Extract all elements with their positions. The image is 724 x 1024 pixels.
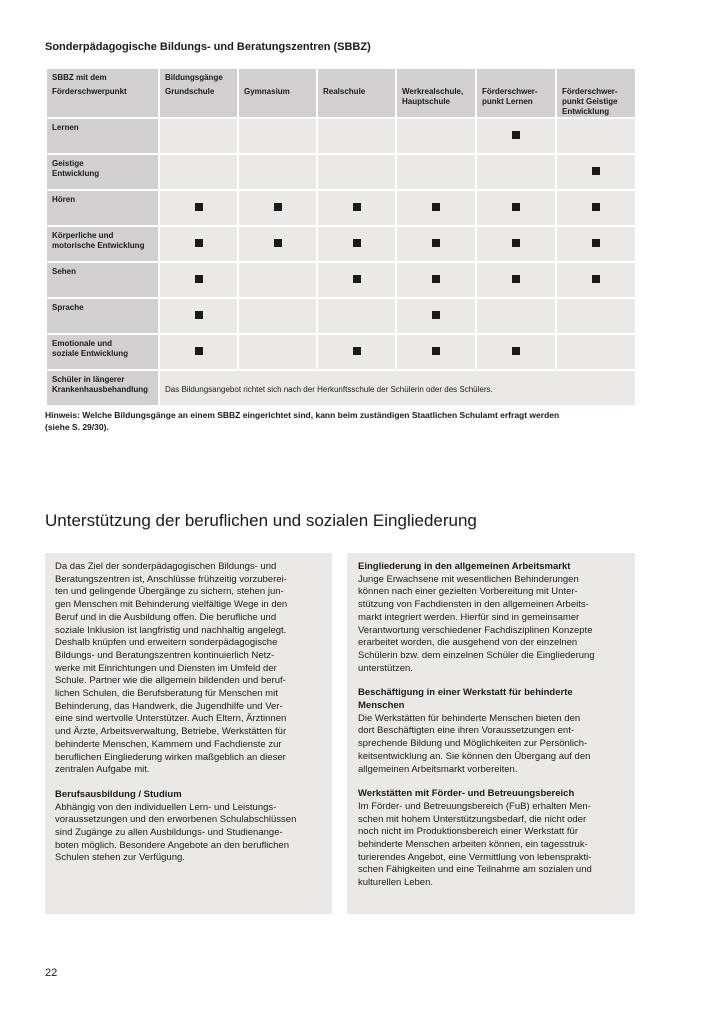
table-row [46,226,636,262]
filled-square-icon [353,275,361,283]
header-cell-0 [159,68,238,118]
row-label [46,298,159,334]
table-cell [476,118,556,154]
row-label [46,226,159,262]
spacer [55,777,322,789]
spacer [482,73,550,87]
header-cell-5 [556,68,636,118]
table-cell [476,190,556,226]
row-label [46,262,159,298]
table-cell [556,262,636,298]
hint-note [45,409,645,433]
row-label-line: Schüler in längerer [52,375,125,384]
text-line: Schülerin bzw. dem einzelnen Schüler die Eingliederung [358,649,595,661]
table-cell [476,334,556,370]
filled-square-icon [592,239,600,247]
text-line: werke mit Einrichtungen und Diensten im Umfeld der [55,662,277,674]
filled-square-icon [512,131,520,139]
table-cell [159,190,238,226]
text-line: markt integriert werden. Hierfür sind in gemeinsamer [358,611,580,623]
text-line: sprechende Bildung und Möglichkeiten zur Persönlich- [358,738,588,750]
filled-square-icon [195,311,203,319]
text-line: Da das Ziel der sonderpädagogischen Bildungs- und [55,561,277,572]
row-label-line: Entwicklung [52,169,100,178]
table-cell [238,226,317,262]
filled-square-icon [195,239,203,247]
text-line: keitsentwicklung an. Sie können den Übergang auf den [358,750,591,762]
row-label-line: Sehen [52,267,77,276]
filled-square-icon [432,275,440,283]
table-cell [317,118,396,154]
table-cell [556,298,636,334]
table-cell [396,298,476,334]
spacer [244,73,311,87]
text-line: schen mit hohem Unterstützungsbedarf, die nicht oder [358,813,587,825]
text-line: zentralen Aufgabe mit. [55,764,150,776]
text-line: Die Werkstätten für behinderte Menschen bieten den [358,712,581,724]
text-line: eine sind wertvolle Unterstützer. Auch Eltern, Ärztinnen [55,713,287,725]
row-label-line: Krankenhausbehandlung [52,385,149,394]
table-row-krankenhaus [46,370,636,406]
text-line: Im Förder- und Betreuungsbereich (FuB) erhalten Men- [358,800,591,812]
table-cell [317,334,396,370]
header-cell-4 [476,68,556,118]
subheading [358,561,625,574]
filled-square-icon [195,275,203,283]
column-header-line: Hauptschule [402,97,451,106]
paragraph [358,713,625,777]
group-label: Bildungsgänge [165,73,223,82]
text-line: Abhängig von den individuellen Lern- und Leistungs- [55,801,277,813]
table-row [46,118,636,154]
table-cell [396,334,476,370]
column-header-line: punkt Lernen [482,97,533,106]
text-line: schen Fähigkeiten und eine Teilnahme am sozialen und [358,864,592,876]
column-header-line: Entwicklung [562,107,610,116]
header-cell-1 [238,68,317,118]
filled-square-icon [512,275,520,283]
filled-square-icon [432,347,440,355]
text-line: Schulen stehen zur Verfügung. [55,852,185,864]
text-line: dort Beschäftigten eine ihren Voraussetzungen ent- [358,725,575,737]
filled-square-icon [512,239,520,247]
text-line: und Ärzte, Arbeitsverwaltung, Betriebe, Werkstätten für [55,726,287,738]
column-header-line: Grundschule [165,87,215,96]
text-line: Verantwortung verschiedener Fachdisziplinen Konzepte [358,624,593,636]
row-label-line: Emotionale und [52,339,112,348]
header-cell-förderschwerpunkt [46,68,159,118]
table-cell [396,190,476,226]
row-label [46,370,159,406]
text-line: unterstützen. [358,662,413,674]
text-line: lichen Schulen, die Berufsberatung für Menschen mit [55,688,278,700]
row-label-line: Hören [52,195,76,204]
filled-square-icon [432,239,440,247]
table-header-row [46,68,636,118]
text-line: kulturellen Leben. [358,877,433,889]
column-header-line: Realschule [323,87,366,96]
row-label-line: Sprache [52,303,84,312]
table-cell [317,298,396,334]
row-label [46,118,159,154]
text-line: beruflichen Eingliederung wirken maßgeblich an dieser [55,751,286,763]
row-label [46,154,159,190]
subheading [358,788,625,801]
row-label-line: Körperliche und [52,231,114,240]
spacer [402,73,470,87]
text-line: stützung von Fachdiensten in den allgemeinen Arbeits- [358,599,589,611]
row-label-line: Geistige [52,159,84,168]
paragraph [358,801,625,890]
table-cell [476,298,556,334]
filled-square-icon [592,167,600,175]
table-note-cell: Das Bildungsangebot richtet sich nach der Herkunftsschule der Schülerin oder des Schülers. [159,370,636,406]
section-heading: Unterstützung der beruflichen und sozialen Eingliederung [45,511,477,530]
text-line: Schule. Partner wie die allgemein bildenden und beruf- [55,675,286,687]
table-row [46,298,636,334]
subheading [358,687,625,712]
filled-square-icon [512,203,520,211]
subheading-line: Beschäftigung in einer Werkstatt für behinderte [358,687,573,699]
spacer [562,73,630,87]
text-line: Behinderung, das Handwerk, die Jugendhilfe und Ver- [55,700,283,712]
table-title: Sonderpädagogische Bildungs- und Beratungszentren (SBBZ) [45,41,371,53]
hint-line: Hinweis: Welche Bildungsgänge an einem SBBZ eingerichtet sind, kann beim zuständigen Staatlichen Schulamt erfragt werden [45,410,560,420]
text-line: gen Menschen mit Behinderung vielfältige Wege in den [55,599,288,611]
header-cell-2 [317,68,396,118]
filled-square-icon [432,203,440,211]
row-label [46,334,159,370]
table-cell [317,154,396,190]
text-line: erarbeitet worden, die ausgehend von der einzelnen [358,637,578,649]
column-header-line: Werkrealschule, [402,87,464,96]
text-line: Beratungszentren ist, Anschlüsse frühzeitig vorzuberei- [55,573,287,585]
table-cell [238,190,317,226]
table-cell [556,226,636,262]
paragraph [55,802,322,866]
subheading-line: Eingliederung in den allgemeinen Arbeitsmarkt [358,561,571,572]
column-header-line: Förderschwer- [562,87,618,96]
text-line: sind Zugänge zu allen Ausbildungs- und Studienange- [55,827,283,839]
table-cell [476,262,556,298]
header-cell-3 [396,68,476,118]
table-cell [238,298,317,334]
filled-square-icon [432,311,440,319]
text-line: turierendes Angebot, eine Vermittlung von lebensprakti- [358,851,592,863]
header-line: Förderschwerpunkt [52,87,127,96]
paragraph [358,574,625,676]
column-header-line: Förderschwer- [482,87,538,96]
table-cell [238,154,317,190]
table-cell [396,226,476,262]
text-line: ten und gelingende Übergänge zu sichern, stehen jun- [55,586,284,598]
table-cell [476,226,556,262]
subheading-line: Menschen [358,700,405,712]
text-line: können nach einer gezielten Vorbereitung mit Unter- [358,586,578,598]
intro-paragraph [55,561,322,777]
subheading-line: Werkstätten mit Förder- und Betreuungsbereich [358,788,575,800]
spacer [323,73,390,87]
filled-square-icon [195,347,203,355]
table-row [46,190,636,226]
hint-line: (siehe S. 29/30). [45,422,109,432]
table-cell [159,154,238,190]
row-label-line: motorische Entwicklung [52,241,145,250]
filled-square-icon [274,203,282,211]
column-header-line: punkt Geistige [562,97,618,106]
table-cell [317,262,396,298]
filled-square-icon [592,203,600,211]
text-line: allgemeinen Arbeitsmarkt vorbereiten. [358,763,518,775]
left-info-box [45,553,332,914]
table-cell [556,118,636,154]
right-info-box [347,553,635,914]
filled-square-icon [353,239,361,247]
spacer [358,776,625,788]
text-line: voraussetzungen und den erworbenen Schulabschlüssen [55,814,297,826]
text-line: Deshalb knüpfen und erweitern sonderpädagogische [55,637,278,649]
row-label [46,190,159,226]
filled-square-icon [353,347,361,355]
table-cell [159,298,238,334]
table-cell [476,154,556,190]
text-line: Bildungs- und Beratungszentren kontinuierlich Netz- [55,649,275,661]
page-number: 22 [45,967,58,979]
sbbz-table [45,67,637,407]
text-line: behinderte Menschen arbeiten können, ein tagesstruk- [358,839,588,851]
text-line: Junge Erwachsene mit wesentlichen Behinderungen [358,573,579,585]
filled-square-icon [353,203,361,211]
table-cell [238,334,317,370]
table-cell [396,262,476,298]
text-line: boten möglich. Besondere Angebote an den beruflichen [55,839,289,851]
filled-square-icon [592,275,600,283]
table-cell [317,190,396,226]
table-cell [556,154,636,190]
row-label-line: soziale Entwicklung [52,349,129,358]
table-cell [317,226,396,262]
header-line: SBBZ mit dem [52,73,107,82]
filled-square-icon [512,347,520,355]
row-label-line: Lernen [52,123,79,132]
table-row [46,334,636,370]
spacer [358,675,625,687]
table-cell [159,262,238,298]
table-cell [159,118,238,154]
filled-square-icon [274,239,282,247]
table-cell [238,262,317,298]
table-row [46,262,636,298]
table-row [46,154,636,190]
table-cell [159,334,238,370]
table-cell [396,118,476,154]
text-line: Beruf und in die Ausbildung offen. Die berufliche und [55,611,277,623]
text-line: soziale Inklusion ist langfristig und nachhaltig angelegt. [55,624,287,636]
table-cell [556,190,636,226]
text-line: behinderte Menschen, Kammern und Fachdienste zur [55,738,282,750]
column-header-line: Gymnasium [244,87,290,96]
table-cell [159,226,238,262]
text-line: noch nicht im Produktionsbereich einer Werkstatt für [358,826,579,838]
subheading: Berufsausbildung / Studium [55,788,182,800]
filled-square-icon [195,203,203,211]
table-cell [556,334,636,370]
table-cell [396,154,476,190]
table-cell [238,118,317,154]
